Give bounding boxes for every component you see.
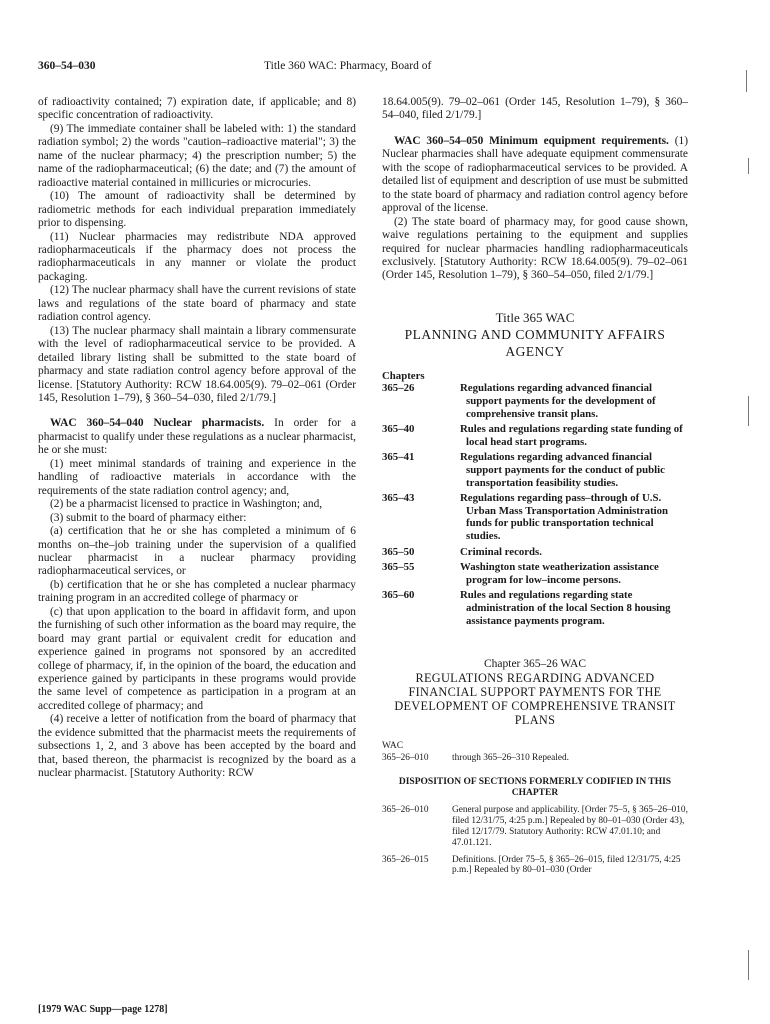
section-heading: WAC 360–54–050 Minimum equipment requirements. (394, 134, 669, 147)
section-text: In order for a pharmacist to qualify under these regulations as a nuclear pharmacist, he or she must: (38, 417, 356, 457)
wac-row (382, 753, 688, 764)
paragraph: (2) be a pharmacist licensed to practice in Washington; and, (50, 498, 323, 511)
paragraph: (a) certification that he or she has completed a minimum of 6 months on–the–job training under the supervision of a qualified nuclear pharmacist in a nuclear pharmacy providing radiopharmaceutical services, or (38, 525, 356, 578)
agency-name: PLANNING AND COMMUNITY AFFAIRS AGENCY (404, 326, 666, 359)
paragraph: (9) The immediate container shall be labeled with: 1) the standard radiation symbol; 2) the words "caution–radioactive material"; 3) the name of the nuclear pharmacy; 4) the prescription number; 5) the name of the radiopharmaceutical; (6) the date; and (7) the amount of radioactive material contained in millicuries or microcuries. (38, 122, 356, 189)
chapter-title: Rules and regulations regarding state funding of local head start programs. (460, 423, 683, 448)
paragraph: (11) Nuclear pharmacies may redistribute NDA approved radiopharmaceuticals if the pharmacy does not process the radiopharmaceuticals in any manner or violate the product packaging. (38, 230, 356, 283)
chapter-number: Chapter 365–26 WAC (483, 658, 586, 671)
chapter-title: Regulations regarding advanced financial support payments for the development of comprehensive transit plans. (460, 382, 656, 420)
section-paragraph (382, 135, 688, 216)
wac-section-list (382, 741, 688, 763)
paragraph: (13) The nuclear pharmacy shall maintain a library commensurate with the level of radiopharmaceutical service to be provided. A detailed library listing shall be submitted to the state board of pharmacy and state radiation control agency before approval of the license. [Statutory Authority: RCW 18.64.005(9). 79–02–061 (Order 145, Resolution 1–79), § 360–54–030, filed 2/1/79.] (38, 324, 356, 404)
running-header (38, 60, 728, 78)
scan-mark (748, 950, 749, 980)
page-footer: [1979 WAC Supp—page 1278] (38, 1004, 168, 1015)
left-column (38, 96, 356, 781)
chapters-list (382, 370, 688, 627)
paragraph: (12) The nuclear pharmacy shall have the current revisions of state laws and regulations of the state board of pharmacy and state radiation control agency. (38, 284, 356, 324)
chapter-title: Regulations regarding pass–through of U.S. Urban Mass Transportation Administration funds for public transportation technical studies. (460, 492, 669, 543)
scan-mark (748, 396, 749, 426)
title-365-heading (382, 309, 688, 360)
disposition-title: Definitions. [Order 75–5, § 365–26–015, filed 12/31/75, 4:25 p.m.] Repealed by 80–01–030 (Order (452, 854, 681, 876)
disposition-number: 365–26–010 (382, 805, 429, 816)
chapter-number: 365–26 (382, 382, 415, 395)
section-text: (1) Nuclear pharmacies shall have adequate equipment commensurate with the scope of radiopharmaceutical services to be provided. A detailed list of equipment and description of use must be submitted to the state board of pharmacy and radiation control agency before approval of the license. (382, 134, 688, 215)
chapter-title: Washington state weatherization assistance program for low–income persons. (460, 561, 659, 586)
disposition-row (382, 805, 688, 848)
disposition-number: 365–26–015 (382, 854, 429, 865)
chapter-number: 365–60 (382, 589, 415, 602)
paragraph: (10) The amount of radioactivity shall be determined by radiometric methods for each individual preparation immediately prior to dispensing. (38, 190, 356, 230)
chapter-row (382, 382, 688, 420)
chapter-number: 365–50 (382, 545, 415, 558)
wac-row-number: 365–26–010 (382, 752, 429, 763)
chapter-row (382, 423, 688, 448)
paragraph: (3) submit to the board of pharmacy either: (50, 511, 247, 524)
chapter-row (382, 589, 688, 627)
paragraph: (c) that upon application to the board in affidavit form, and upon the furnishing of such other information as the board may require, the board may grant partial or equivalent credit for education and experience gained in programs not sponsored by an accredited college of pharmacy, if, in the opinion of the board, the education and experience gained by participants in these programs would provide the same level of competence as participation in a program at an accredited college of pharmacy; and (38, 605, 356, 712)
right-column (382, 96, 688, 876)
scan-mark (748, 158, 749, 174)
scan-mark (746, 70, 747, 92)
chapter-title: Regulations regarding advanced financial support payments for the conduct of public transportation feasibility studies. (460, 451, 665, 489)
disposition-title: General purpose and applicability. [Order 75–5, § 365–26–010, filed 12/31/75, 4:25 p.m.] Repealed by 80–01–030 (Order 43), filed 12/17/79. Statutory Authority: RCW 47.01.10; and 47.01.121. (452, 805, 688, 848)
section-heading: WAC 360–54–040 Nuclear pharmacists. (50, 417, 265, 430)
disposition-heading: DISPOSITION OF SECTIONS FORMERLY CODIFIED IN THIS CHAPTER (398, 777, 672, 799)
chapters-rows (382, 382, 688, 627)
section-paragraph (38, 417, 356, 457)
paragraph: (4) receive a letter of notification from the board of pharmacy that the evidence submitted that the pharmacist meets the requirements of subsections 1, 2, and 3 above has been accepted by the board and that, based thereon, the pharmacist is recognized by the board as a nuclear pharmacist. [Statutory Authority: RCW (38, 713, 356, 780)
header-section-number: 360–54–030 (38, 60, 96, 72)
chapter-title: Criminal records. (460, 545, 542, 558)
chapter-number: 365–41 (382, 451, 415, 464)
wac-label: WAC (382, 741, 404, 752)
header-title: Title 360 WAC: Pharmacy, Board of (264, 60, 432, 72)
paragraph: (b) certification that he or she has completed a nuclear pharmacy training program in an accredited college of pharmacy or (38, 578, 356, 605)
paragraph: of radioactivity contained; 7) expiration date, if applicable; and 8) specific concentration of radioactivity. (38, 96, 356, 122)
chapter-row (382, 492, 688, 542)
title-number: Title 365 WAC (495, 309, 575, 325)
chapter-row (382, 561, 688, 586)
chapter-title: REGULATIONS REGARDING ADVANCED FINANCIAL SUPPORT PAYMENTS FOR THE DEVELOPMENT OF COMPREHENSIVE TRANSIT PLANS (394, 671, 676, 728)
chapter-heading (382, 657, 688, 727)
chapters-label: Chapters (382, 369, 425, 382)
chapter-number: 365–55 (382, 561, 415, 574)
paragraph: 18.64.005(9). 79–02–061 (Order 145, Resolution 1–79), § 360–54–040, filed 2/1/79.] (382, 96, 688, 122)
paragraph: (2) The state board of pharmacy may, for good cause shown, waive regulations pertaining to the equipment and supplies required for nuclear pharmacies handling radiopharmaceuticals exclusively. [Statutory Authority: RCW 18.64.005(9). 79–02–061 (Order 145, Resolution 1–79), § 360–54–050, filed 2/1/79.] (382, 215, 688, 282)
paragraph: (1) meet minimal standards of training and experience in the handling of radioactive materials in accordance with the requirements of the state radiation control agency; and, (38, 457, 356, 497)
chapter-title: Rules and regulations regarding state administration of the local Section 8 housing assistance payments program. (460, 589, 671, 627)
chapter-number: 365–43 (382, 492, 415, 505)
chapter-row (382, 451, 688, 489)
chapter-row (382, 546, 688, 559)
disposition-row (382, 855, 688, 877)
disposition-rows (382, 805, 688, 876)
wac-row-text: through 365–26–310 Repealed. (452, 752, 569, 763)
chapter-number: 365–40 (382, 423, 415, 436)
